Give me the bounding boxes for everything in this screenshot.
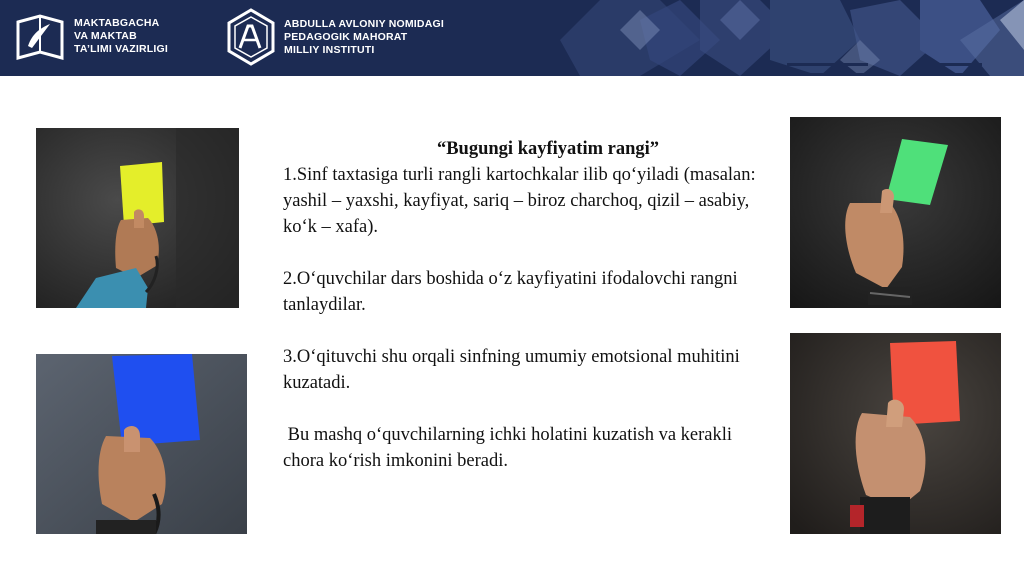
ministry-brand: [14, 8, 168, 64]
photo-blue-card: [36, 354, 247, 534]
institute-name-line: PEDAGOGIK MAHORAT: [284, 30, 408, 43]
ministry-name-line: MAKTABGACHA: [74, 16, 160, 29]
photo-red-card: [790, 333, 1001, 534]
activity-title: “Bugungi kayfiyatim rangi”: [436, 139, 660, 159]
book-pen-icon: [14, 8, 66, 64]
paragraph-summary: Bu mashq o‘quvchilarning ichki holatini kuzatish va kerakli chora ko‘rish imkonini beradi.: [283, 425, 737, 471]
decor-line: [950, 73, 982, 76]
activity-description: [283, 136, 773, 474]
photo-yellow-card: [36, 128, 239, 308]
ministry-name-line: VA MAKTAB: [74, 29, 137, 42]
ministry-name-line: TA’LIMI VAZIRLIGI: [74, 42, 169, 55]
institute-name: [284, 18, 444, 57]
institute-name-line: ABDULLA AVLONIY NOMIDAGI: [284, 17, 444, 30]
decor-line: [806, 73, 868, 76]
institute-brand: [226, 8, 444, 66]
paragraph-step-3: 3.O‘qituvchi shu orqali sinfning umumiy emotsional muhitini kuzatadi.: [283, 347, 740, 393]
hexagon-aa-icon: [226, 8, 276, 66]
header-banner: [0, 0, 1024, 76]
decor-line: [934, 63, 982, 66]
paragraph-step-2: 2.O‘quvchilar dars boshida o‘z kayfiyatini ifodalovchi rangni tanlaydilar.: [283, 269, 738, 315]
ministry-name: [74, 17, 168, 56]
photo-green-card: [790, 117, 1001, 308]
paragraph-step-1: 1.Sinf taxtasiga turli rangli kartochkalar ilib qo‘yiladi (masalan: yashil – yaxshi, kayfiyat, sariq – biroz charchoq, qizil – asabiy, ko‘k – xafa).: [283, 165, 756, 237]
institute-name-line: MILLIY INSTITUTI: [284, 43, 375, 56]
decor-line: [787, 63, 868, 66]
